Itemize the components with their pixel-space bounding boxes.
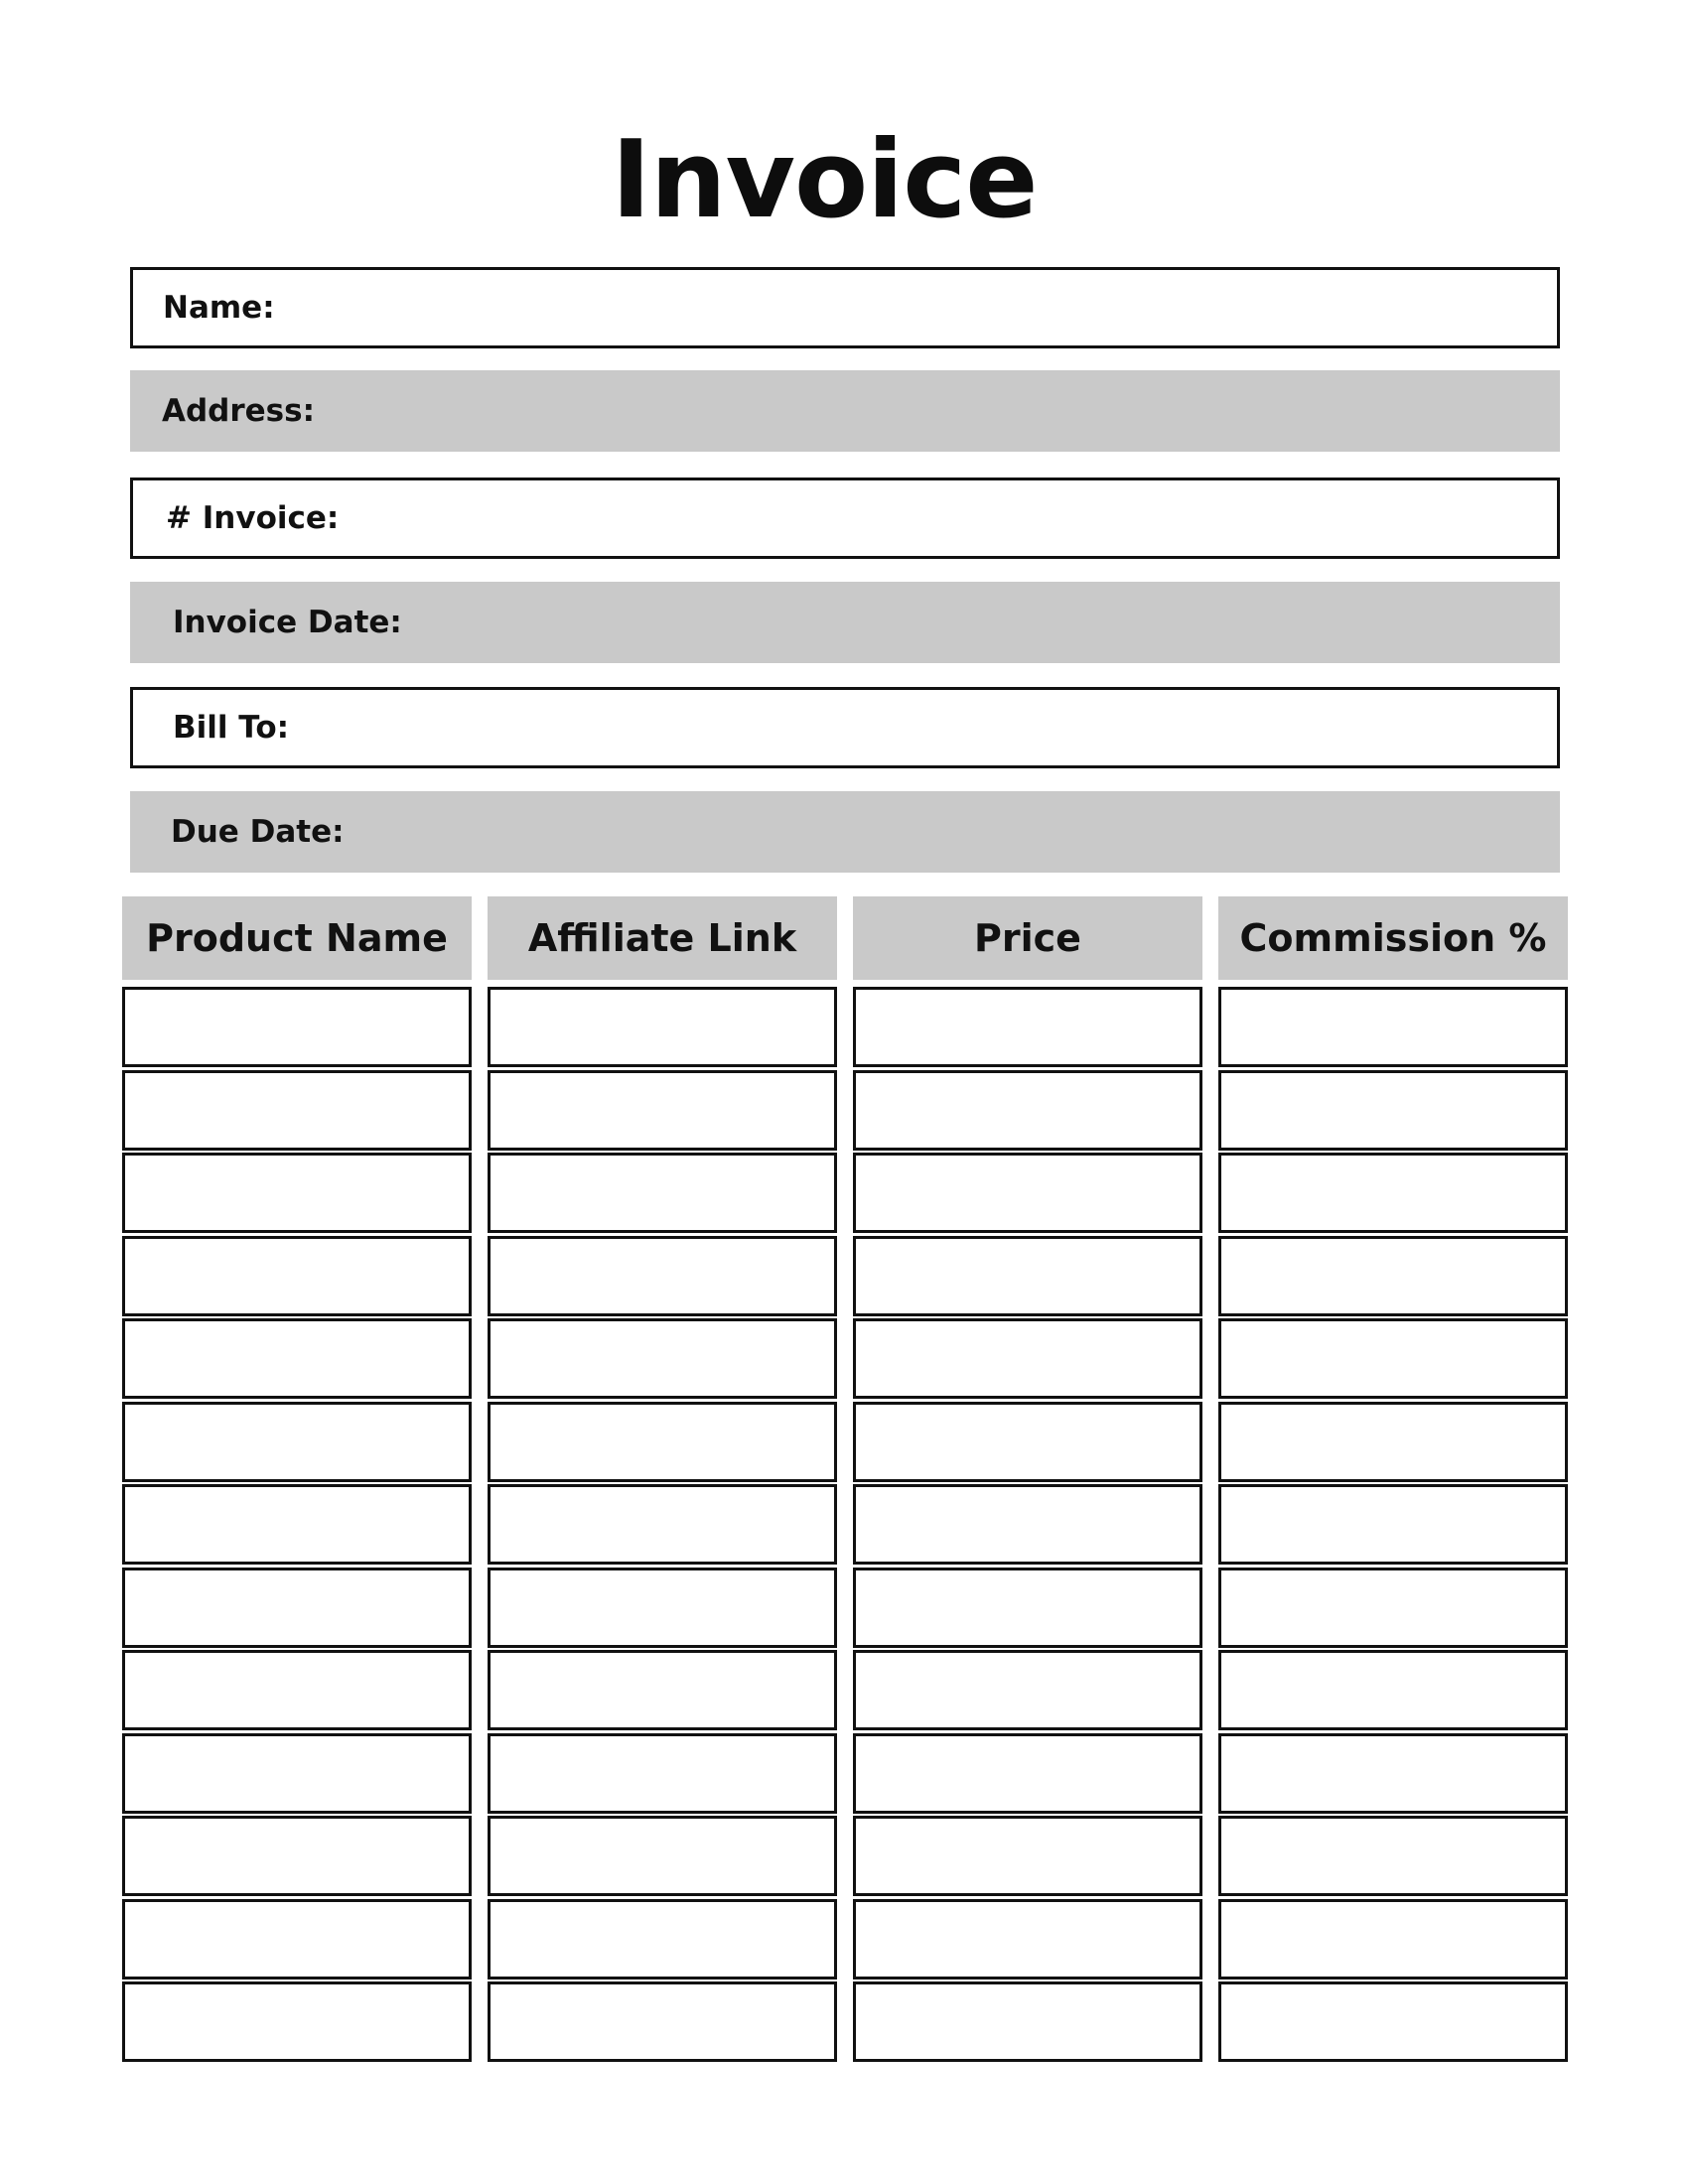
product-name-cell[interactable]	[122, 1153, 472, 1233]
invoice-date-label: Invoice Date:	[173, 605, 402, 640]
price-cell[interactable]	[853, 1236, 1202, 1316]
commission-cell[interactable]	[1218, 1318, 1568, 1399]
affiliate-link-cell[interactable]	[488, 1899, 837, 1979]
price-cell[interactable]	[853, 1981, 1202, 2062]
invoice-number-field[interactable]	[130, 478, 1560, 559]
price-cell[interactable]	[853, 1816, 1202, 1896]
commission-cell[interactable]	[1218, 1484, 1568, 1565]
product-name-cell[interactable]	[122, 1816, 472, 1896]
product-name-cell[interactable]	[122, 1318, 472, 1399]
price-cell[interactable]	[853, 1402, 1202, 1482]
commission-cell[interactable]	[1218, 1402, 1568, 1482]
commission-cell[interactable]	[1218, 1733, 1568, 1814]
bill-to-label: Bill To:	[173, 710, 290, 746]
address-label: Address:	[162, 393, 315, 429]
affiliate-link-cell[interactable]	[488, 1981, 837, 2062]
bill-to-field[interactable]	[130, 687, 1560, 768]
affiliate-link-cell[interactable]	[488, 1484, 837, 1565]
affiliate-link-cell[interactable]	[488, 1402, 837, 1482]
product-name-cell[interactable]	[122, 1236, 472, 1316]
commission-cell[interactable]	[1218, 1236, 1568, 1316]
product-name-cell[interactable]	[122, 1402, 472, 1482]
address-field[interactable]	[130, 370, 1560, 452]
commission-cell[interactable]	[1218, 987, 1568, 1067]
affiliate-link-cell[interactable]	[488, 1236, 837, 1316]
commission-cell[interactable]	[1218, 1816, 1568, 1896]
affiliate-link-cell[interactable]	[488, 1650, 837, 1730]
affiliate-link-cell[interactable]	[488, 1816, 837, 1896]
price-cell[interactable]	[853, 987, 1202, 1067]
column-header-price: Price	[853, 896, 1202, 980]
product-name-cell[interactable]	[122, 1981, 472, 2062]
affiliate-link-cell[interactable]	[488, 1318, 837, 1399]
page-title: Invoice	[611, 118, 1038, 242]
affiliate-link-cell[interactable]	[488, 1070, 837, 1151]
product-name-cell[interactable]	[122, 1568, 472, 1648]
price-cell[interactable]	[853, 1650, 1202, 1730]
name-label: Name:	[163, 290, 275, 326]
name-field[interactable]	[130, 267, 1560, 348]
commission-cell[interactable]	[1218, 1650, 1568, 1730]
column-header-product-name: Product Name	[122, 896, 472, 980]
commission-cell[interactable]	[1218, 1153, 1568, 1233]
price-cell[interactable]	[853, 1318, 1202, 1399]
price-cell[interactable]	[853, 1153, 1202, 1233]
product-name-cell[interactable]	[122, 987, 472, 1067]
affiliate-link-cell[interactable]	[488, 1568, 837, 1648]
price-cell[interactable]	[853, 1899, 1202, 1979]
price-cell[interactable]	[853, 1733, 1202, 1814]
price-cell[interactable]	[853, 1484, 1202, 1565]
product-name-cell[interactable]	[122, 1733, 472, 1814]
product-name-cell[interactable]	[122, 1650, 472, 1730]
price-cell[interactable]	[853, 1568, 1202, 1648]
invoice-number-label: # Invoice:	[166, 500, 340, 536]
product-name-cell[interactable]	[122, 1899, 472, 1979]
due-date-field[interactable]	[130, 791, 1560, 873]
affiliate-link-cell[interactable]	[488, 1153, 837, 1233]
column-header-affiliate-link: Affiliate Link	[488, 896, 837, 980]
product-name-cell[interactable]	[122, 1070, 472, 1151]
commission-cell[interactable]	[1218, 1568, 1568, 1648]
commission-cell[interactable]	[1218, 1981, 1568, 2062]
product-name-cell[interactable]	[122, 1484, 472, 1565]
price-cell[interactable]	[853, 1070, 1202, 1151]
commission-cell[interactable]	[1218, 1899, 1568, 1979]
affiliate-link-cell[interactable]	[488, 987, 837, 1067]
column-header-commission: Commission %	[1218, 896, 1568, 980]
due-date-label: Due Date:	[171, 814, 345, 850]
commission-cell[interactable]	[1218, 1070, 1568, 1151]
invoice-date-field[interactable]	[130, 582, 1560, 663]
affiliate-link-cell[interactable]	[488, 1733, 837, 1814]
